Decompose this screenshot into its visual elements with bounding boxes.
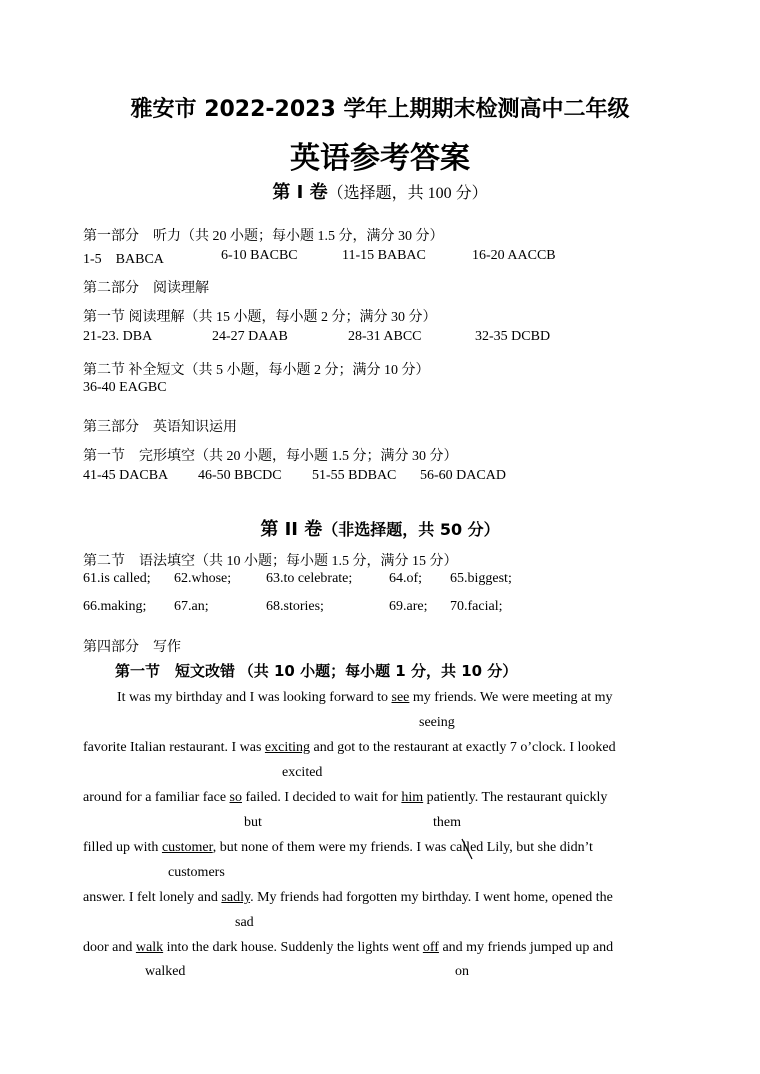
- correction: on: [455, 964, 469, 979]
- passage-line: [83, 940, 613, 956]
- correction: but: [244, 815, 262, 830]
- marked-error: off: [422, 940, 439, 955]
- grammar-answer: 65.biggest;: [450, 571, 512, 586]
- passage-text: . My friends had forgotten my birthday. I went home, opened the: [250, 890, 613, 905]
- passage-text: patiently. The restaurant quickly: [423, 790, 608, 805]
- passage-line: [83, 890, 613, 906]
- marked-error: exciting: [264, 740, 311, 755]
- grammar-answer: 70.facial;: [450, 599, 503, 614]
- answer-group: 41-45 DACBA: [83, 468, 169, 483]
- answer-group: 11-15 BABAC: [342, 248, 426, 263]
- correction: walked: [145, 964, 186, 979]
- passage-text: door and: [83, 940, 136, 955]
- marked-error: walk: [135, 940, 164, 955]
- passage-text: failed. I decided to wait for: [241, 790, 402, 805]
- part2-heading: 第二部分 阅读理解: [83, 281, 209, 296]
- correction: customers: [168, 865, 225, 880]
- answer-group: 32-35 DCBD: [475, 329, 551, 344]
- correction: excited: [282, 765, 323, 780]
- grammar-answer: 67.an;: [174, 599, 209, 614]
- answer-group: 16-20 AACCB: [472, 248, 556, 263]
- error-correction-note: （共 10 小题；每小题 1 分，共 10 分）: [238, 662, 518, 680]
- correction: seeing: [419, 715, 455, 730]
- grammar-heading: 第二节 语法填空（共 10 小题；每小题 1.5 分，满分 15 分）: [83, 554, 458, 569]
- marked-error: customer: [161, 840, 213, 855]
- passage-line: [83, 840, 593, 856]
- passage-line: [83, 790, 607, 806]
- answer-group: 21-23. DBA: [83, 329, 153, 344]
- part2-section1-heading: 第一节 阅读理解（共 15 小题，每小题 2 分；满分 30 分）: [83, 310, 437, 325]
- grammar-answer: 64.of;: [389, 571, 423, 586]
- answer-group: 24-27 DAAB: [212, 329, 288, 344]
- part1-heading: 第一部分 听力（共 20 小题；每小题 1.5 分，满分 30 分）: [83, 229, 444, 244]
- grammar-answer: 66.making;: [83, 599, 147, 614]
- correction: sad: [235, 915, 254, 930]
- answer-group: 51-55 BDBAC: [312, 468, 397, 483]
- part3-heading: 第三部分 英语知识运用: [83, 420, 237, 435]
- passage-text: around for a familiar face: [83, 790, 230, 805]
- deletion-mark: [460, 838, 474, 860]
- passage-text: into the dark house. Suddenly the lights went: [163, 940, 423, 955]
- answer-group: 6-10 BACBC: [221, 248, 298, 263]
- passage-text: filled up with: [83, 840, 162, 855]
- correction: them: [433, 815, 461, 830]
- answer-group: 46-50 BBCDC: [198, 468, 282, 483]
- passage-text: and my friends jumped up and: [438, 940, 614, 955]
- volume-1-heading: [0, 178, 760, 204]
- passage-line: [117, 690, 613, 706]
- answer-group: 56-60 DACAD: [420, 468, 506, 483]
- marked-error: him: [401, 790, 424, 805]
- passage-line: [83, 740, 616, 756]
- grammar-answer: 62.whose;: [174, 571, 232, 586]
- passage-text: answer. I felt lonely and: [83, 890, 222, 905]
- grammar-answer: 63.to celebrate;: [266, 571, 353, 586]
- grammar-answer: 61.is called;: [83, 571, 151, 586]
- document-subtitle: 英语参考答案: [290, 141, 470, 176]
- volume-2-note: （非选择题，共 50 分）: [322, 520, 500, 539]
- part3-section1-heading: 第一节 完形填空（共 20 小题，每小题 1.5 分；满分 30 分）: [83, 449, 458, 464]
- passage-text: and got to the restaurant at exactly 7 o’clock. I looked: [310, 740, 616, 755]
- volume-1-title: 第 I 卷: [272, 182, 328, 203]
- answer-group: 36-40 EAGBC: [83, 380, 167, 395]
- error-correction-title: 第一节 短文改错: [115, 662, 236, 680]
- document-title: 雅安市 2022-2023 学年上期期末检测高中二年级: [130, 97, 630, 122]
- volume-1-note: （选择题，共 100 分）: [327, 185, 488, 202]
- passage-text: favorite Italian restaurant. I was: [83, 740, 265, 755]
- grammar-answer: 69.are;: [389, 599, 428, 614]
- passage-text: my friends. We were meeting at my: [409, 690, 613, 705]
- volume-2-heading: [0, 515, 760, 541]
- part2-section2-heading: 第二节 补全短文（共 5 小题，每小题 2 分；满分 10 分）: [83, 363, 430, 378]
- part4-heading: 第四部分 写作: [83, 640, 181, 655]
- error-correction-heading: [115, 660, 517, 681]
- marked-error: so: [229, 790, 242, 805]
- marked-error: see: [391, 690, 410, 705]
- answer-group: 1-5 BABCA: [83, 252, 164, 267]
- marked-error: sadly: [221, 890, 251, 905]
- passage-text: It was my birthday and I was looking forward to: [117, 690, 392, 705]
- volume-2-title: 第 II 卷: [260, 519, 323, 540]
- passage-text: , but none of them were my friends. I was called Lily, but she didn’t: [212, 840, 593, 855]
- answer-group: 28-31 ABCC: [348, 329, 422, 344]
- grammar-answer: 68.stories;: [266, 599, 324, 614]
